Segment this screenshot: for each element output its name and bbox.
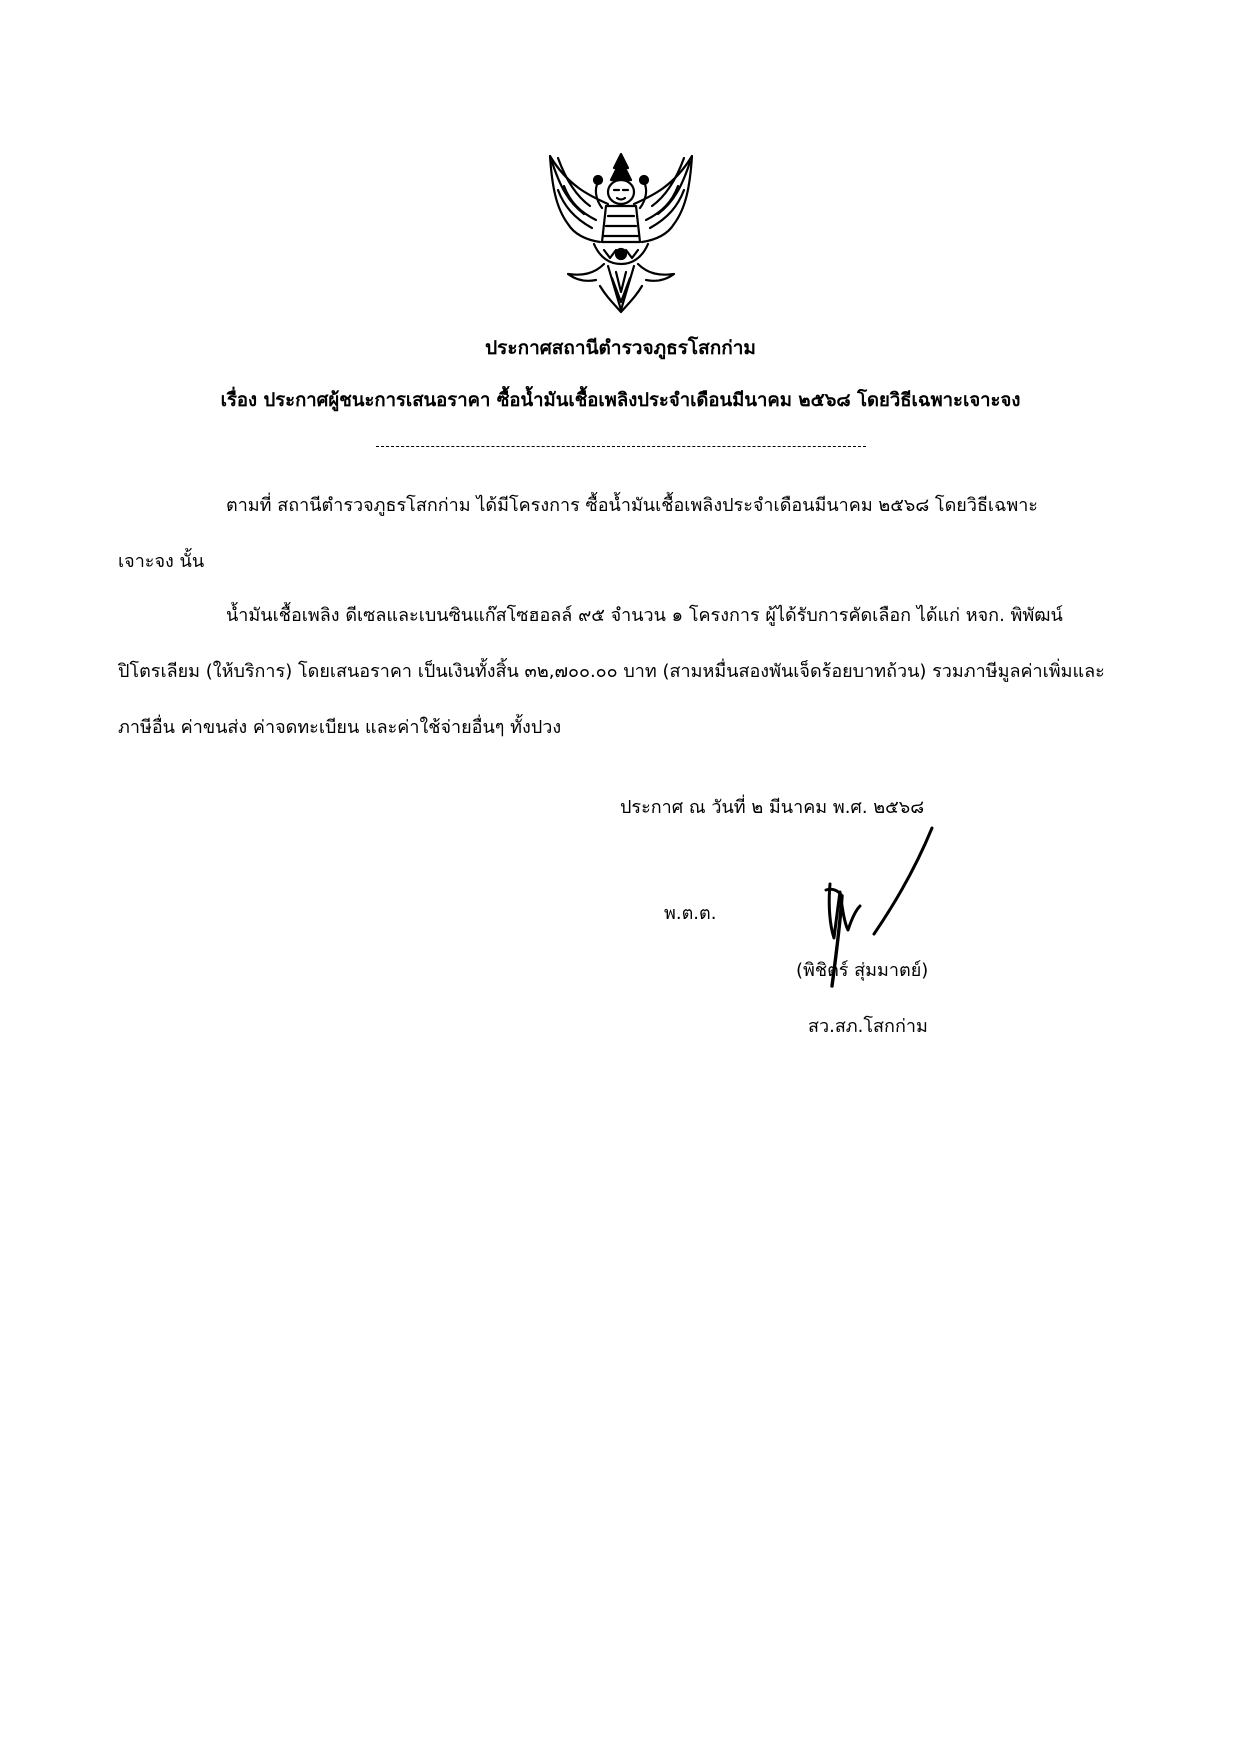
signer-rank: พ.ต.ต. bbox=[664, 903, 717, 924]
announcement-subject: เรื่อง ประกาศผู้ชนะการเสนอราคา ซื้อน้ำมันเชื้อเพลิงประจำเดือนมีนาคม ๒๕๖๘ โดยวิธีเฉพาะเจาะจง bbox=[220, 390, 1021, 411]
announcement-date: ประกาศ ณ วันที่ ๒ มีนาคม พ.ศ. ๒๕๖๘ bbox=[620, 797, 925, 818]
divider-line bbox=[376, 446, 866, 447]
announcement-title: ประกาศสถานีตำรวจภูธรโสกก่าม bbox=[485, 337, 756, 359]
paragraph-1-text: ตามที่ สถานีตำรวจภูธรโสกก่าม ได้มีโครงการ ซื้อน้ำมันเชื้อเพลิงประจำเดือนมีนาคม ๒๕๖๘ โดยวิธีเฉพาะเจาะจง นั้น bbox=[118, 495, 1038, 572]
signer-name: (พิชิตร์ สุ่มมาตย์) bbox=[796, 960, 929, 981]
paragraph-2-text: น้ำมันเชื้อเพลิง ดีเซลและเบนซินแก๊สโซฮอลล์ ๙๕ จำนวน ๑ โครงการ ผู้ได้รับการคัดเลือก ได้แก่ หจก. พิพัฒน์ปิโตรเลียม (ให้บริการ) โดยเสนอราคา เป็นเงินทั้งสิ้น ๓๒,๗๐๐.๐๐ บาท (สามหมื่นสองพันเจ็ดร้อยบาทถ้วน) รวมภาษีมูลค่าเพิ่มและภาษีอื่น ค่าขนส่ง ค่าจดทะเบียน และค่าใช้จ่ายอื่นๆ ทั้งปวง bbox=[118, 605, 1105, 738]
body-paragraph-2 bbox=[118, 588, 1118, 756]
body-paragraph-1 bbox=[118, 478, 1088, 590]
garuda-emblem-icon bbox=[538, 146, 704, 316]
signer-position: สว.สภ.โสกก่าม bbox=[808, 1016, 928, 1037]
